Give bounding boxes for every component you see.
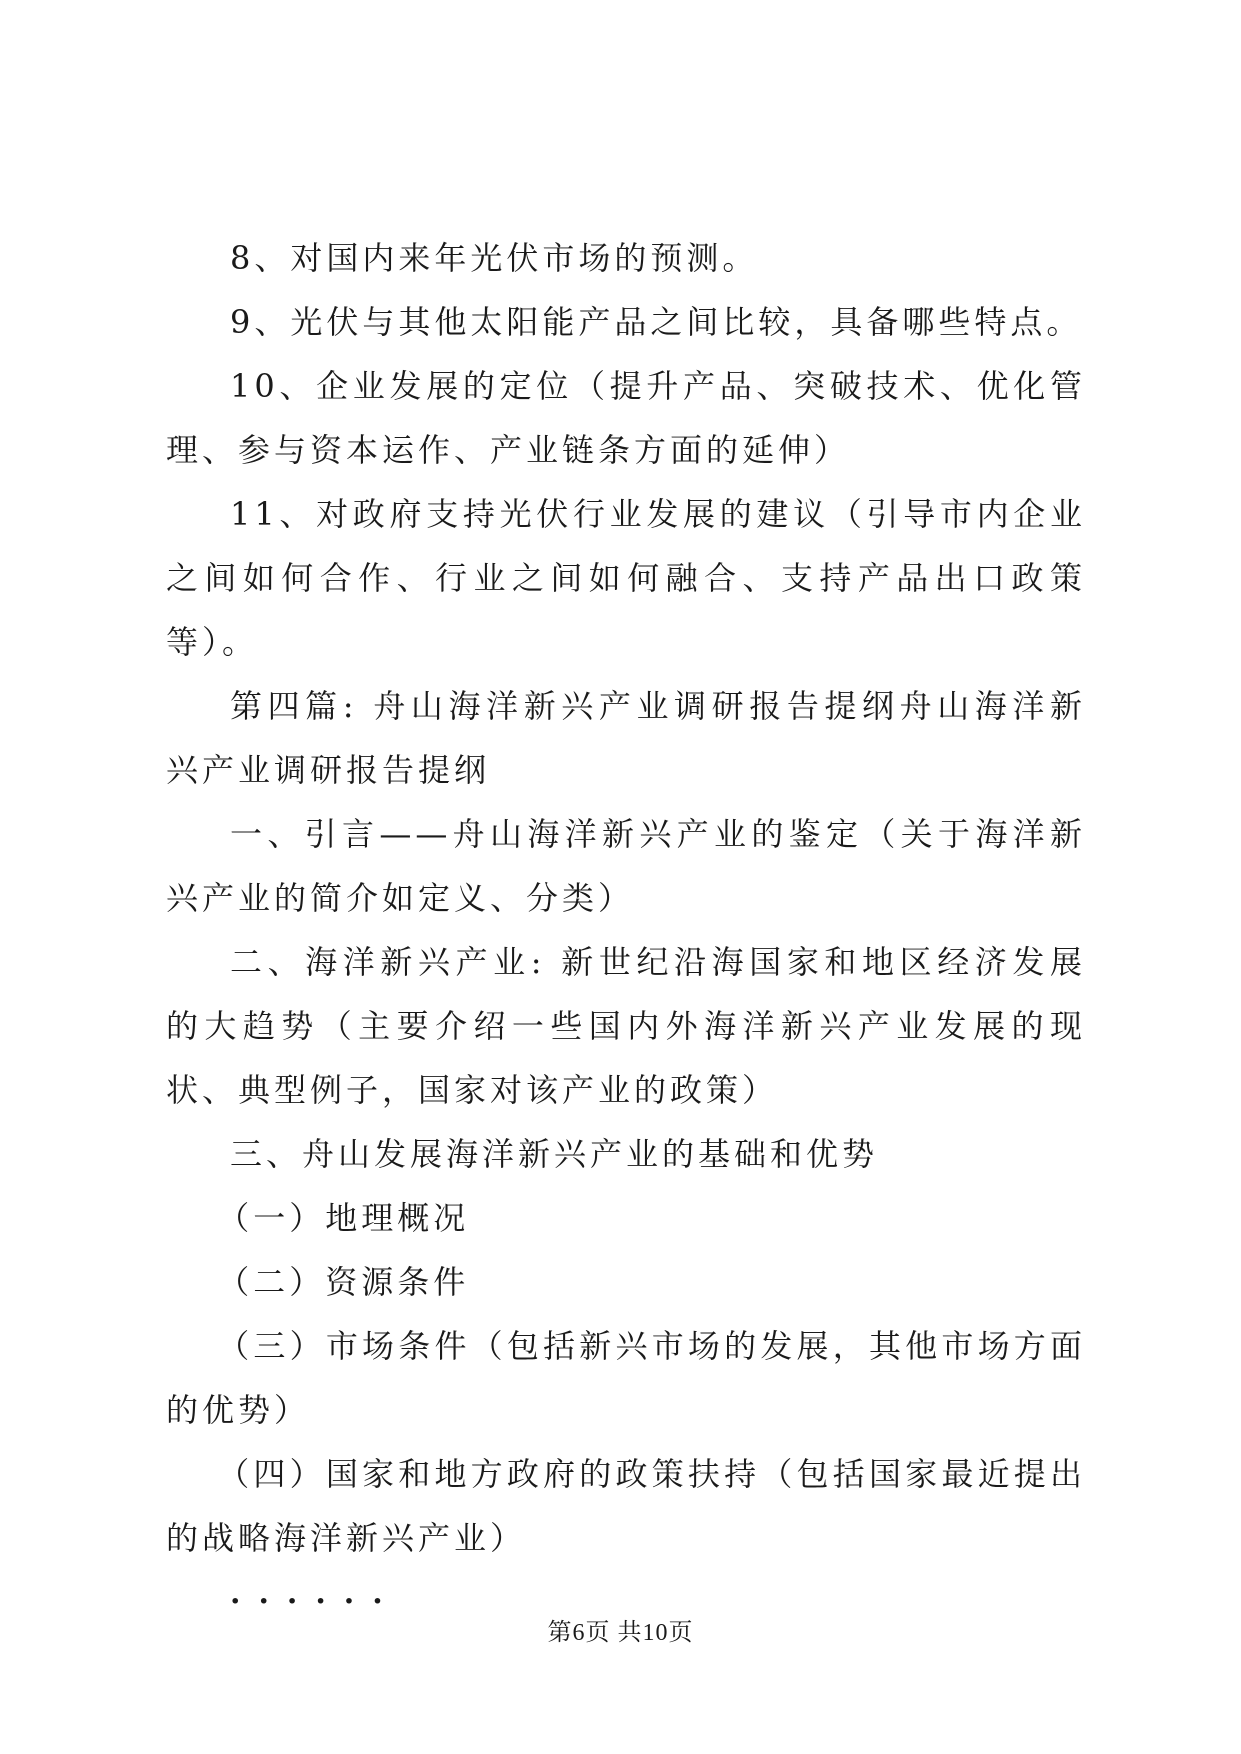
- outline-subitem-market: （三）市场条件（包括新兴市场的发展，其他市场方面的优势）: [166, 1327, 1086, 1429]
- paragraph-item-10: 10、企业发展的定位（提升产品、突破技术、优化管理、参与资本运作、产业链条方面的延伸）: [166, 367, 1086, 469]
- section-heading-part-four: 第四篇: 舟山海洋新兴产业调研报告提纲舟山海洋新兴产业调研报告提纲: [166, 687, 1086, 789]
- document-body: [166, 226, 1086, 1634]
- outline-section-two: 二、海洋新兴产业: 新世纪沿海国家和地区经济发展的大趋势（主要介绍一些国内外海洋新兴产业发展的现状、典型例子，国家对该产业的政策）: [166, 943, 1086, 1109]
- outline-section-one: 一、引言——舟山海洋新兴产业的鉴定（关于海洋新兴产业的简介如定义、分类）: [166, 815, 1086, 917]
- paragraph-item-9: 9、光伏与其他太阳能产品之间比较，具备哪些特点。: [230, 303, 1083, 341]
- outline-subitem-geography: （一）地理概况: [217, 1199, 470, 1237]
- outline-subitem-resources: （二）资源条件: [217, 1263, 470, 1301]
- outline-section-three: 三、舟山发展海洋新兴产业的基础和优势: [230, 1135, 879, 1173]
- page-number-footer: 第6页 共10页: [547, 1620, 694, 1646]
- paragraph-item-8: 8、对国内来年光伏市场的预测。: [230, 239, 759, 277]
- outline-subitem-policy: （四）国家和地方政府的政策扶持（包括国家最近提出的战略海洋新兴产业）: [166, 1455, 1086, 1557]
- ellipsis-dots: ······: [230, 1584, 401, 1619]
- paragraph-item-11: 11、对政府支持光伏行业发展的建议（引导市内企业之间如何合作、行业之间如何融合、支持产品出口政策等）。: [166, 495, 1086, 661]
